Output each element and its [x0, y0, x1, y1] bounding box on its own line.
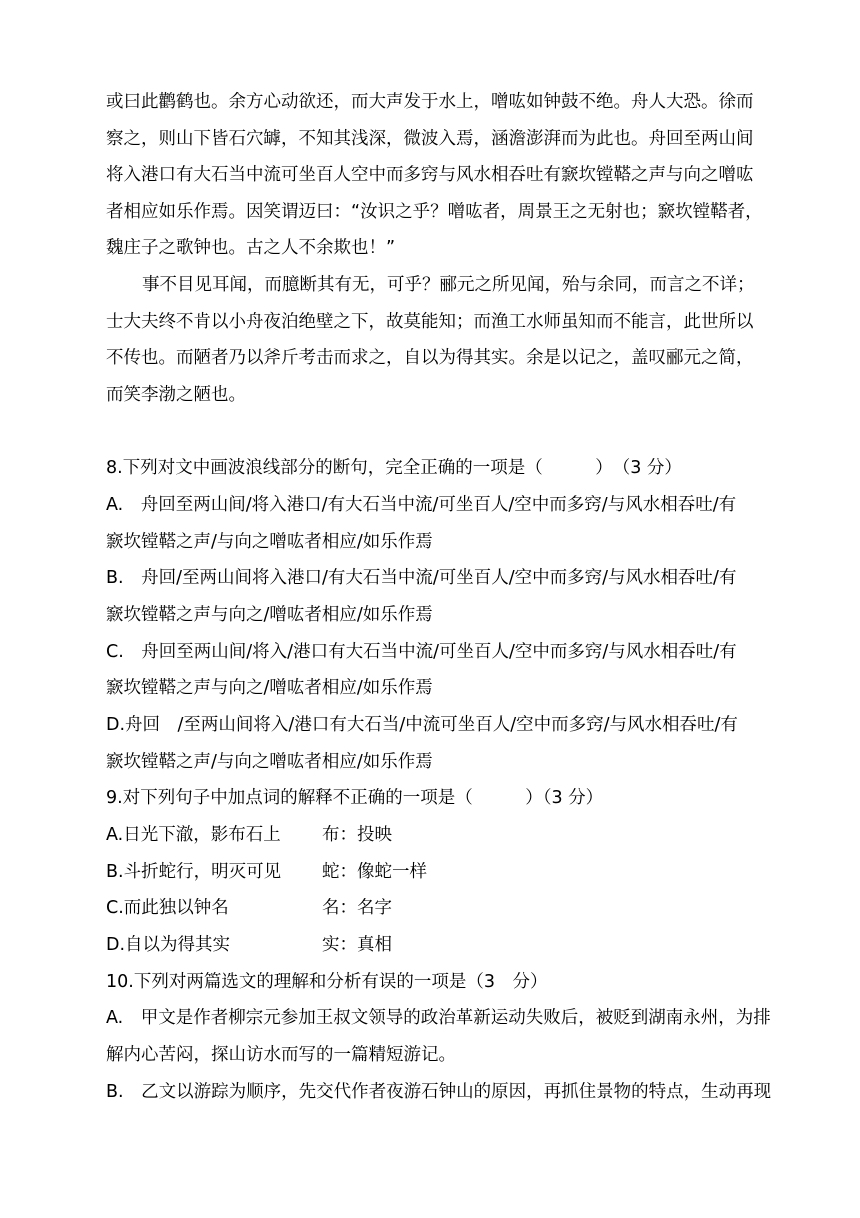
- q8-option-c-cont: 窾坎镗鞳之声与向之/噌吰者相应/如乐作焉: [106, 678, 433, 698]
- q10-option-a: A. 甲文是作者柳宗元参加王叔文领导的政治革新运动失败后，被贬到湖南永州，为排: [106, 1008, 771, 1028]
- q9-option-c: [106, 896, 820, 920]
- q9-option-b: [106, 860, 820, 884]
- passage-line: 将入港口有大石当中流可坐百人空中而多窍与风水相吞吐有窾坎镗鞳之声与向之噌吰: [106, 165, 754, 185]
- q8-option-b: B. 舟回/至两山间将入港口/有大石当中流/可坐百人/空中而多窍/与风水相吞吐/有: [106, 568, 737, 588]
- q9-option-c-sentence: C.而此独以钟名: [106, 898, 229, 918]
- q8-option-d-cont: 窾坎镗鞳之声/与向之噌吰者相应/如乐作焉: [106, 752, 433, 772]
- passage-line: 察之，则山下皆石穴罅，不知其浅深，微波入焉，涵澹澎湃而为此也。舟回至两山间: [106, 129, 754, 149]
- passage-line: 或曰此鹳鹤也。余方心动欲还，而大声发于水上，噌吰如钟鼓不绝。舟人大恐。徐而: [106, 92, 754, 112]
- q9-option-b-sentence: B.斗折蛇行，明灭可见: [106, 862, 282, 882]
- q8-option-d: D.舟回 /至两山间将入/港口有大石当/中流可坐百人/空中而多窍/与风水相吞吐/有: [106, 715, 738, 735]
- passage-line: 魏庄子之歌钟也。古之人不余欺也！”: [106, 238, 396, 258]
- q9-option-b-gloss: 蛇：像蛇一样: [322, 862, 427, 882]
- q8-option-b-cont: 窾坎镗鞳之声与向之/噌吰者相应/如乐作焉: [106, 605, 433, 625]
- q9-option-a: [106, 823, 820, 847]
- passage-line: 士大夫终不肯以小舟夜泊绝壁之下，故莫能知；而渔工水师虽知而不能言，此世所以: [106, 312, 754, 332]
- passage-line: 而笑李渤之陋也。: [106, 385, 246, 405]
- q9-option-c-gloss: 名：名字: [322, 898, 392, 918]
- q10-option-a-cont: 解内心苦闷，探山访水而写的一篇精短游记。: [106, 1045, 456, 1065]
- q9-option-d-sentence: D.自以为得其实: [106, 935, 231, 955]
- question-9-stem: 9.对下列句子中加点词的解释不正确的一项是（ ）（3 分）: [106, 788, 604, 808]
- q9-option-a-gloss: 布：投映: [322, 825, 392, 845]
- q9-option-d-gloss: 实：真相: [322, 935, 392, 955]
- question-10-stem: 10.下列对两篇选文的理解和分析有误的一项是（3 分）: [106, 972, 548, 992]
- q10-option-b: B. 乙文以游踪为顺序，先交代作者夜游石钟山的原因，再抓住景物的特点，生动再现: [106, 1082, 772, 1102]
- question-8-stem: 8.下列对文中画波浪线部分的断句，完全正确的一项是（ ） （3 分）: [106, 458, 682, 478]
- passage-line: 者相应如乐作焉。因笑谓迈曰：“汝识之乎？噌吰者，周景王之无射也；窾坎镗鞳者，: [106, 202, 763, 222]
- q9-option-a-sentence: A.日光下澈，影布石上: [106, 825, 281, 845]
- passage-line: 不传也。而陋者乃以斧斤考击而求之，自以为得其实。余是以记之，盖叹郦元之简，: [106, 348, 754, 368]
- q9-option-d: [106, 933, 820, 957]
- passage-line: 事不目见耳闻，而臆断其有无，可乎？郦元之所见闻，殆与余同，而言之不详；: [142, 275, 755, 295]
- q8-option-c: C. 舟回至两山间/将入/港口有大石当中流/可坐百人/空中而多窍/与风水相吞吐/有: [106, 642, 737, 662]
- q8-option-a: A. 舟回至两山间/将入港口/有大石当中流/可坐百人/空中而多窍/与风水相吞吐/有: [106, 495, 737, 515]
- q8-option-a-cont: 窾坎镗鞳之声/与向之噌吰者相应/如乐作焉: [106, 532, 433, 552]
